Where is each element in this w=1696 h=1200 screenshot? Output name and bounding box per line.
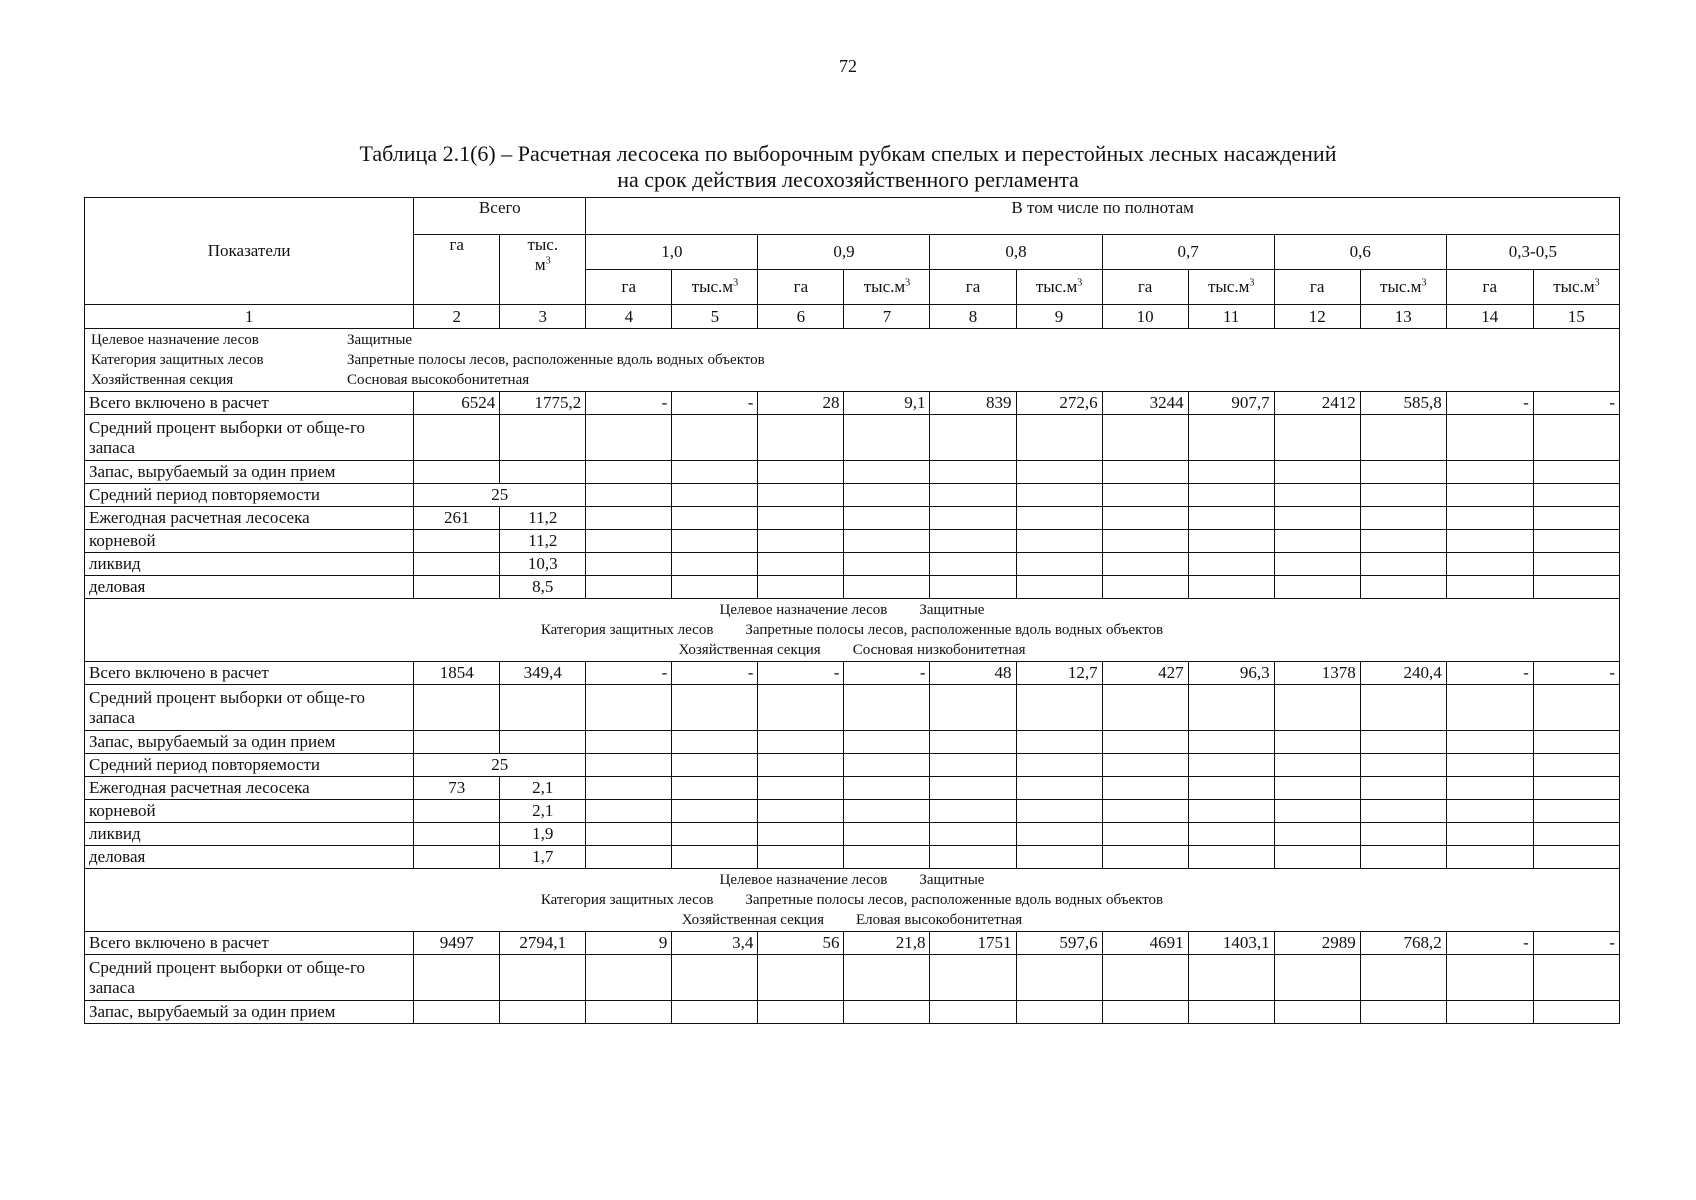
row-label: Всего включено в расчет bbox=[85, 932, 414, 955]
cell: 2989 bbox=[1274, 932, 1360, 955]
cell: 3,4 bbox=[672, 932, 758, 955]
row-label: Всего включено в расчет bbox=[85, 392, 414, 415]
table-row-total bbox=[85, 662, 1620, 685]
column-number: 2 bbox=[414, 305, 500, 329]
cell: - bbox=[586, 662, 672, 685]
cell: - bbox=[586, 392, 672, 415]
section-info-row bbox=[85, 329, 1620, 392]
section-info: Целевое назначение лесов Защитные Категория защитных лесов Запретные полосы лесов, расположенные вдоль водных объектов Хозяйственная секция Сосновая высокобонитетная bbox=[85, 329, 1620, 392]
table-row-period bbox=[85, 754, 1620, 777]
cell: 1,7 bbox=[500, 846, 586, 869]
column-number: 10 bbox=[1102, 305, 1188, 329]
cell: 2,1 bbox=[500, 777, 586, 800]
cell: 1378 bbox=[1274, 662, 1360, 685]
column-number: 13 bbox=[1360, 305, 1446, 329]
cell: 3244 bbox=[1102, 392, 1188, 415]
cell: - bbox=[758, 662, 844, 685]
cell: - bbox=[672, 662, 758, 685]
cell: 240,4 bbox=[1360, 662, 1446, 685]
cell: 28 bbox=[758, 392, 844, 415]
row-label: деловая bbox=[85, 846, 414, 869]
cell: 25 bbox=[414, 754, 586, 777]
header-ha: га bbox=[1102, 270, 1188, 305]
cell: 597,6 bbox=[1016, 932, 1102, 955]
cell: 96,3 bbox=[1188, 662, 1274, 685]
section-info-row bbox=[85, 599, 1620, 662]
cell: 1,9 bbox=[500, 823, 586, 846]
table-row-annual bbox=[85, 507, 1620, 530]
header-total-thous-m3 bbox=[500, 235, 586, 305]
header-m3: $тыс.м^3$ bbox=[1360, 270, 1446, 305]
table-row-stock bbox=[85, 731, 1620, 754]
column-number: 3 bbox=[500, 305, 586, 329]
header-density-3: 0,8 bbox=[930, 235, 1102, 270]
row-label: Средний период повторяемости bbox=[85, 484, 414, 507]
table-row-business bbox=[85, 576, 1620, 599]
cell: 48 bbox=[930, 662, 1016, 685]
row-label: Средний процент выборки от обще-го запаса bbox=[85, 685, 414, 731]
cell: 56 bbox=[758, 932, 844, 955]
table-row-liquid bbox=[85, 553, 1620, 576]
column-number: 15 bbox=[1533, 305, 1619, 329]
cell: - bbox=[1446, 392, 1533, 415]
cell: 768,2 bbox=[1360, 932, 1446, 955]
header-density-5: 0,6 bbox=[1274, 235, 1446, 270]
table-row-pct bbox=[85, 685, 1620, 731]
header-m3: $тыс.м^3$ bbox=[1533, 270, 1619, 305]
column-number: 4 bbox=[586, 305, 672, 329]
table-row-root bbox=[85, 530, 1620, 553]
header-ha: га bbox=[930, 270, 1016, 305]
cell: 10,3 bbox=[500, 553, 586, 576]
cell: 1854 bbox=[414, 662, 500, 685]
table-title bbox=[0, 141, 1696, 193]
column-number: 12 bbox=[1274, 305, 1360, 329]
column-number: 14 bbox=[1446, 305, 1533, 329]
header-total: Всего bbox=[414, 198, 586, 235]
table-row-pct bbox=[85, 415, 1620, 461]
header-density-2: 0,9 bbox=[758, 235, 930, 270]
row-label: Средний процент выборки от обще-го запаса bbox=[85, 955, 414, 1001]
header-row-1 bbox=[85, 198, 1620, 235]
cell: - bbox=[1533, 932, 1619, 955]
cell: 4691 bbox=[1102, 932, 1188, 955]
cell: 8,5 bbox=[500, 576, 586, 599]
cutting-area-table bbox=[84, 197, 1620, 1024]
cell: 12,7 bbox=[1016, 662, 1102, 685]
cell: 907,7 bbox=[1188, 392, 1274, 415]
cell: 11,2 bbox=[500, 507, 586, 530]
column-number-row bbox=[85, 305, 1620, 329]
cell: 1775,2 bbox=[500, 392, 586, 415]
column-number: 5 bbox=[672, 305, 758, 329]
table-title-line-1: Таблица 2.1(6) – Расчетная лесосека по выборочным рубкам спелых и перестойных лесных насаждений bbox=[359, 141, 1337, 166]
row-label: ликвид bbox=[85, 823, 414, 846]
cell: 1751 bbox=[930, 932, 1016, 955]
header-m3: $тыс.м^3$ bbox=[1016, 270, 1102, 305]
row-label: деловая bbox=[85, 576, 414, 599]
cell: 6524 bbox=[414, 392, 500, 415]
header-thous-label: тыс. bbox=[527, 235, 559, 254]
column-number: 8 bbox=[930, 305, 1016, 329]
column-number: 6 bbox=[758, 305, 844, 329]
cell: - bbox=[844, 662, 930, 685]
cell: 9,1 bbox=[844, 392, 930, 415]
table-row-pct bbox=[85, 955, 1620, 1001]
table-row-stock bbox=[85, 461, 1620, 484]
header-m3: $тыс.м^3$ bbox=[844, 270, 930, 305]
cell: 839 bbox=[930, 392, 1016, 415]
row-label: Ежегодная расчетная лесосека bbox=[85, 507, 414, 530]
page-number: 72 bbox=[839, 56, 857, 76]
row-label: корневой bbox=[85, 800, 414, 823]
cell: 2794,1 bbox=[500, 932, 586, 955]
header-exp: 3 bbox=[545, 255, 551, 267]
header-ha: га bbox=[758, 270, 844, 305]
cell: 9 bbox=[586, 932, 672, 955]
cell: 73 bbox=[414, 777, 500, 800]
column-number: 7 bbox=[844, 305, 930, 329]
cell: 349,4 bbox=[500, 662, 586, 685]
row-label: Средний период повторяемости bbox=[85, 754, 414, 777]
row-label: Всего включено в расчет bbox=[85, 662, 414, 685]
column-number: 11 bbox=[1188, 305, 1274, 329]
cell: 21,8 bbox=[844, 932, 930, 955]
table-row-total bbox=[85, 392, 1620, 415]
cell: 9497 bbox=[414, 932, 500, 955]
header-density-4: 0,7 bbox=[1102, 235, 1274, 270]
section-info: Целевое назначение лесов Защитные Категория защитных лесов Запретные полосы лесов, расположенные вдоль водных объектов Хозяйственная секция Сосновая низкобонитетная bbox=[85, 599, 1620, 662]
header-m3: $тыс.м^3$ bbox=[1188, 270, 1274, 305]
cell: - bbox=[1533, 662, 1619, 685]
column-number: 9 bbox=[1016, 305, 1102, 329]
cell: - bbox=[1446, 662, 1533, 685]
table-row-total bbox=[85, 932, 1620, 955]
cell: 585,8 bbox=[1360, 392, 1446, 415]
row-label: Запас, вырубаемый за один прием bbox=[85, 731, 414, 754]
table-row-stock bbox=[85, 1001, 1620, 1024]
table-row-annual bbox=[85, 777, 1620, 800]
cell: 2412 bbox=[1274, 392, 1360, 415]
table-row-period bbox=[85, 484, 1620, 507]
cell: 1403,1 bbox=[1188, 932, 1274, 955]
cell: - bbox=[1446, 932, 1533, 955]
table-row-root bbox=[85, 800, 1620, 823]
header-density-1: 1,0 bbox=[586, 235, 758, 270]
cell: 25 bbox=[414, 484, 586, 507]
cell: 2,1 bbox=[500, 800, 586, 823]
header-indicators: Показатели bbox=[85, 198, 414, 305]
row-label: Запас, вырубаемый за один прием bbox=[85, 461, 414, 484]
section-info: Целевое назначение лесов Защитные Категория защитных лесов Запретные полосы лесов, расположенные вдоль водных объектов Хозяйственная секция Еловая высокобонитетная bbox=[85, 869, 1620, 932]
header-density-6: 0,3-0,5 bbox=[1446, 235, 1619, 270]
row-label: Средний процент выборки от обще-го запаса bbox=[85, 415, 414, 461]
section-info-row bbox=[85, 869, 1620, 932]
row-label: корневой bbox=[85, 530, 414, 553]
cell: 11,2 bbox=[500, 530, 586, 553]
cell: 427 bbox=[1102, 662, 1188, 685]
cell: - bbox=[672, 392, 758, 415]
header-ha: га bbox=[586, 270, 672, 305]
row-label: Запас, вырубаемый за один прием bbox=[85, 1001, 414, 1024]
header-by-density: В том числе по полнотам bbox=[586, 198, 1620, 235]
cell: 261 bbox=[414, 507, 500, 530]
table-title-line-2: на срок действия лесохозяйственного регламента bbox=[617, 167, 1079, 192]
row-label: Ежегодная расчетная лесосека bbox=[85, 777, 414, 800]
header-ha: га bbox=[1446, 270, 1533, 305]
cell: - bbox=[1533, 392, 1619, 415]
row-label: ликвид bbox=[85, 553, 414, 576]
header-ha: га bbox=[1274, 270, 1360, 305]
header-total-ha: га bbox=[414, 235, 500, 305]
cell: 272,6 bbox=[1016, 392, 1102, 415]
header-m-label: м bbox=[534, 255, 546, 274]
header-m3: $тыс.м^3$ bbox=[672, 270, 758, 305]
table-row-business bbox=[85, 846, 1620, 869]
column-number: 1 bbox=[85, 305, 414, 329]
table-row-liquid bbox=[85, 823, 1620, 846]
